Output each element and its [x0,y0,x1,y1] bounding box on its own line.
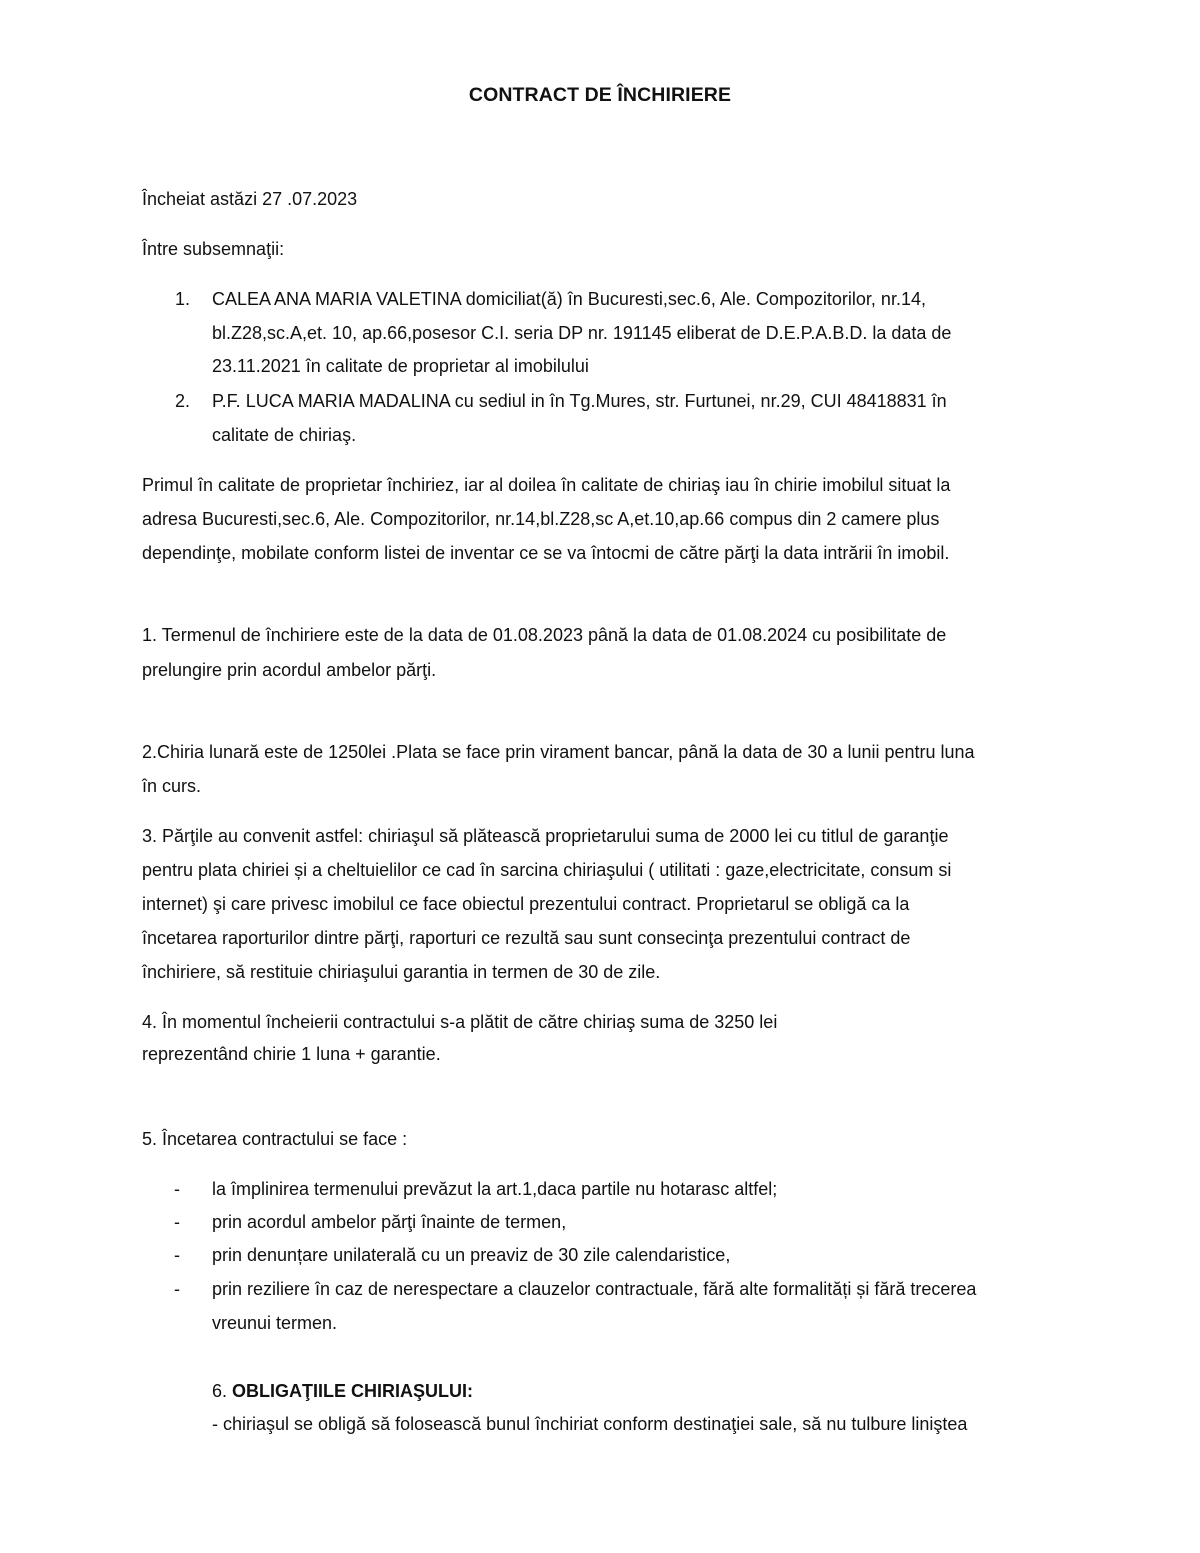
clause-1-line: prelungire prin acordul ambelor părţi. [142,660,437,680]
clause-6-title: OBLIGAŢIILE CHIRIAŞULUI: [232,1381,474,1401]
clause-5-item: la împlinirea termenului prevăzut la art.1,daca partile nu hotarasc altfel; [212,1179,778,1199]
party-2-line: calitate de chiriaş. [212,425,357,445]
bullet-dash: - [174,1245,180,1265]
clause-5-item: prin reziliere în caz de nerespectare a clauzelor contractuale, fără alte formalități și fără trecerea [212,1279,977,1299]
clause-1-line: 1. Termenul de închiriere este de la data de 01.08.2023 până la data de 01.08.2024 cu posibilitate de [142,625,947,645]
clause-5-heading: 5. Încetarea contractului se face : [142,1129,408,1149]
clause-4-line: reprezentând chirie 1 luna + garantie. [142,1044,441,1064]
bullet-dash: - [174,1212,180,1232]
clause-4-line: 4. În momentul încheierii contractului s-a plătit de către chiriaş suma de 3250 lei [142,1012,778,1032]
clause-2-line: 2.Chiria lunară este de 1250lei .Plata se face prin virament bancar, până la data de 30 a lunii pentru luna [142,742,975,762]
party-1-line: 23.11.2021 în calitate de proprietar al imobilului [212,356,589,376]
clause-3-line: internet) şi care privesc imobilul ce face obiectul prezentului contract. Proprietarul se obligă ca la [142,894,910,914]
party-1-number: 1. [175,289,191,309]
clause-6-heading [212,1380,473,1402]
clause-3-line: închiriere, să restituie chiriaşului garantia in termen de 30 de zile. [142,962,661,982]
party-2-line: P.F. LUCA MARIA MADALINA cu sediul in în Tg.Mures, str. Furtunei, nr.29, CUI 48418831 în [212,391,947,411]
clause-6-line: - chiriaşul se obligă să folosească bunul închiriat conform destinaţiei sale, să nu tulbure liniştea [212,1414,968,1434]
intro-paragraph-line: dependinţe, mobilate conform listei de inventar ce se va întocmi de către părţi la data intrării în imobil. [142,543,950,563]
clause-5-item: prin acordul ambelor părţi înainte de termen, [212,1212,567,1232]
intro-paragraph-line: adresa Bucuresti,sec.6, Ale. Compozitorilor, nr.14,bl.Z28,sc A,et.10,ap.66 compus din 2 camere plus [142,509,940,529]
party-1-line: CALEA ANA MARIA VALETINA domiciliat(ă) în Bucuresti,sec.6, Ale. Compozitorilor, nr.14, [212,289,926,309]
clause-2-line: în curs. [142,776,202,796]
party-1-line: bl.Z28,sc.A,et. 10, ap.66,posesor C.I. seria DP nr. 191145 eliberat de D.E.P.A.B.D. la data de [212,323,952,343]
clause-3-line: 3. Părţile au convenit astfel: chiriaşul să plătească proprietarului suma de 2000 lei cu titlul de garanţie [142,826,949,846]
bullet-dash: - [174,1179,180,1199]
party-2-number: 2. [175,391,191,411]
clause-6-number: 6. [212,1381,228,1401]
clause-3-line: pentru plata chiriei și a cheltuielilor ce cad în sarcina chiriaşului ( utilitati : gaze,electricitate, consum si [142,860,952,880]
clause-3-line: încetarea raporturilor dintre părţi, raporturi ce rezultă sau sunt consecinţa prezentului contract de [142,928,911,948]
document-title: CONTRACT DE ÎNCHIRIERE [468,84,732,106]
intro-paragraph-line: Primul în calitate de proprietar închiriez, iar al doilea în calitate de chiriaş iau în chirie imobilul situat la [142,475,951,495]
date-line: Încheiat astăzi 27 .07.2023 [142,189,358,209]
between-line: Între subsemnaţii: [142,239,285,259]
clause-5-item: prin denunțare unilaterală cu un preaviz de 30 zile calendaristice, [212,1245,731,1265]
bullet-dash: - [174,1279,180,1299]
clause-5-item-continuation: vreunui termen. [212,1313,338,1333]
